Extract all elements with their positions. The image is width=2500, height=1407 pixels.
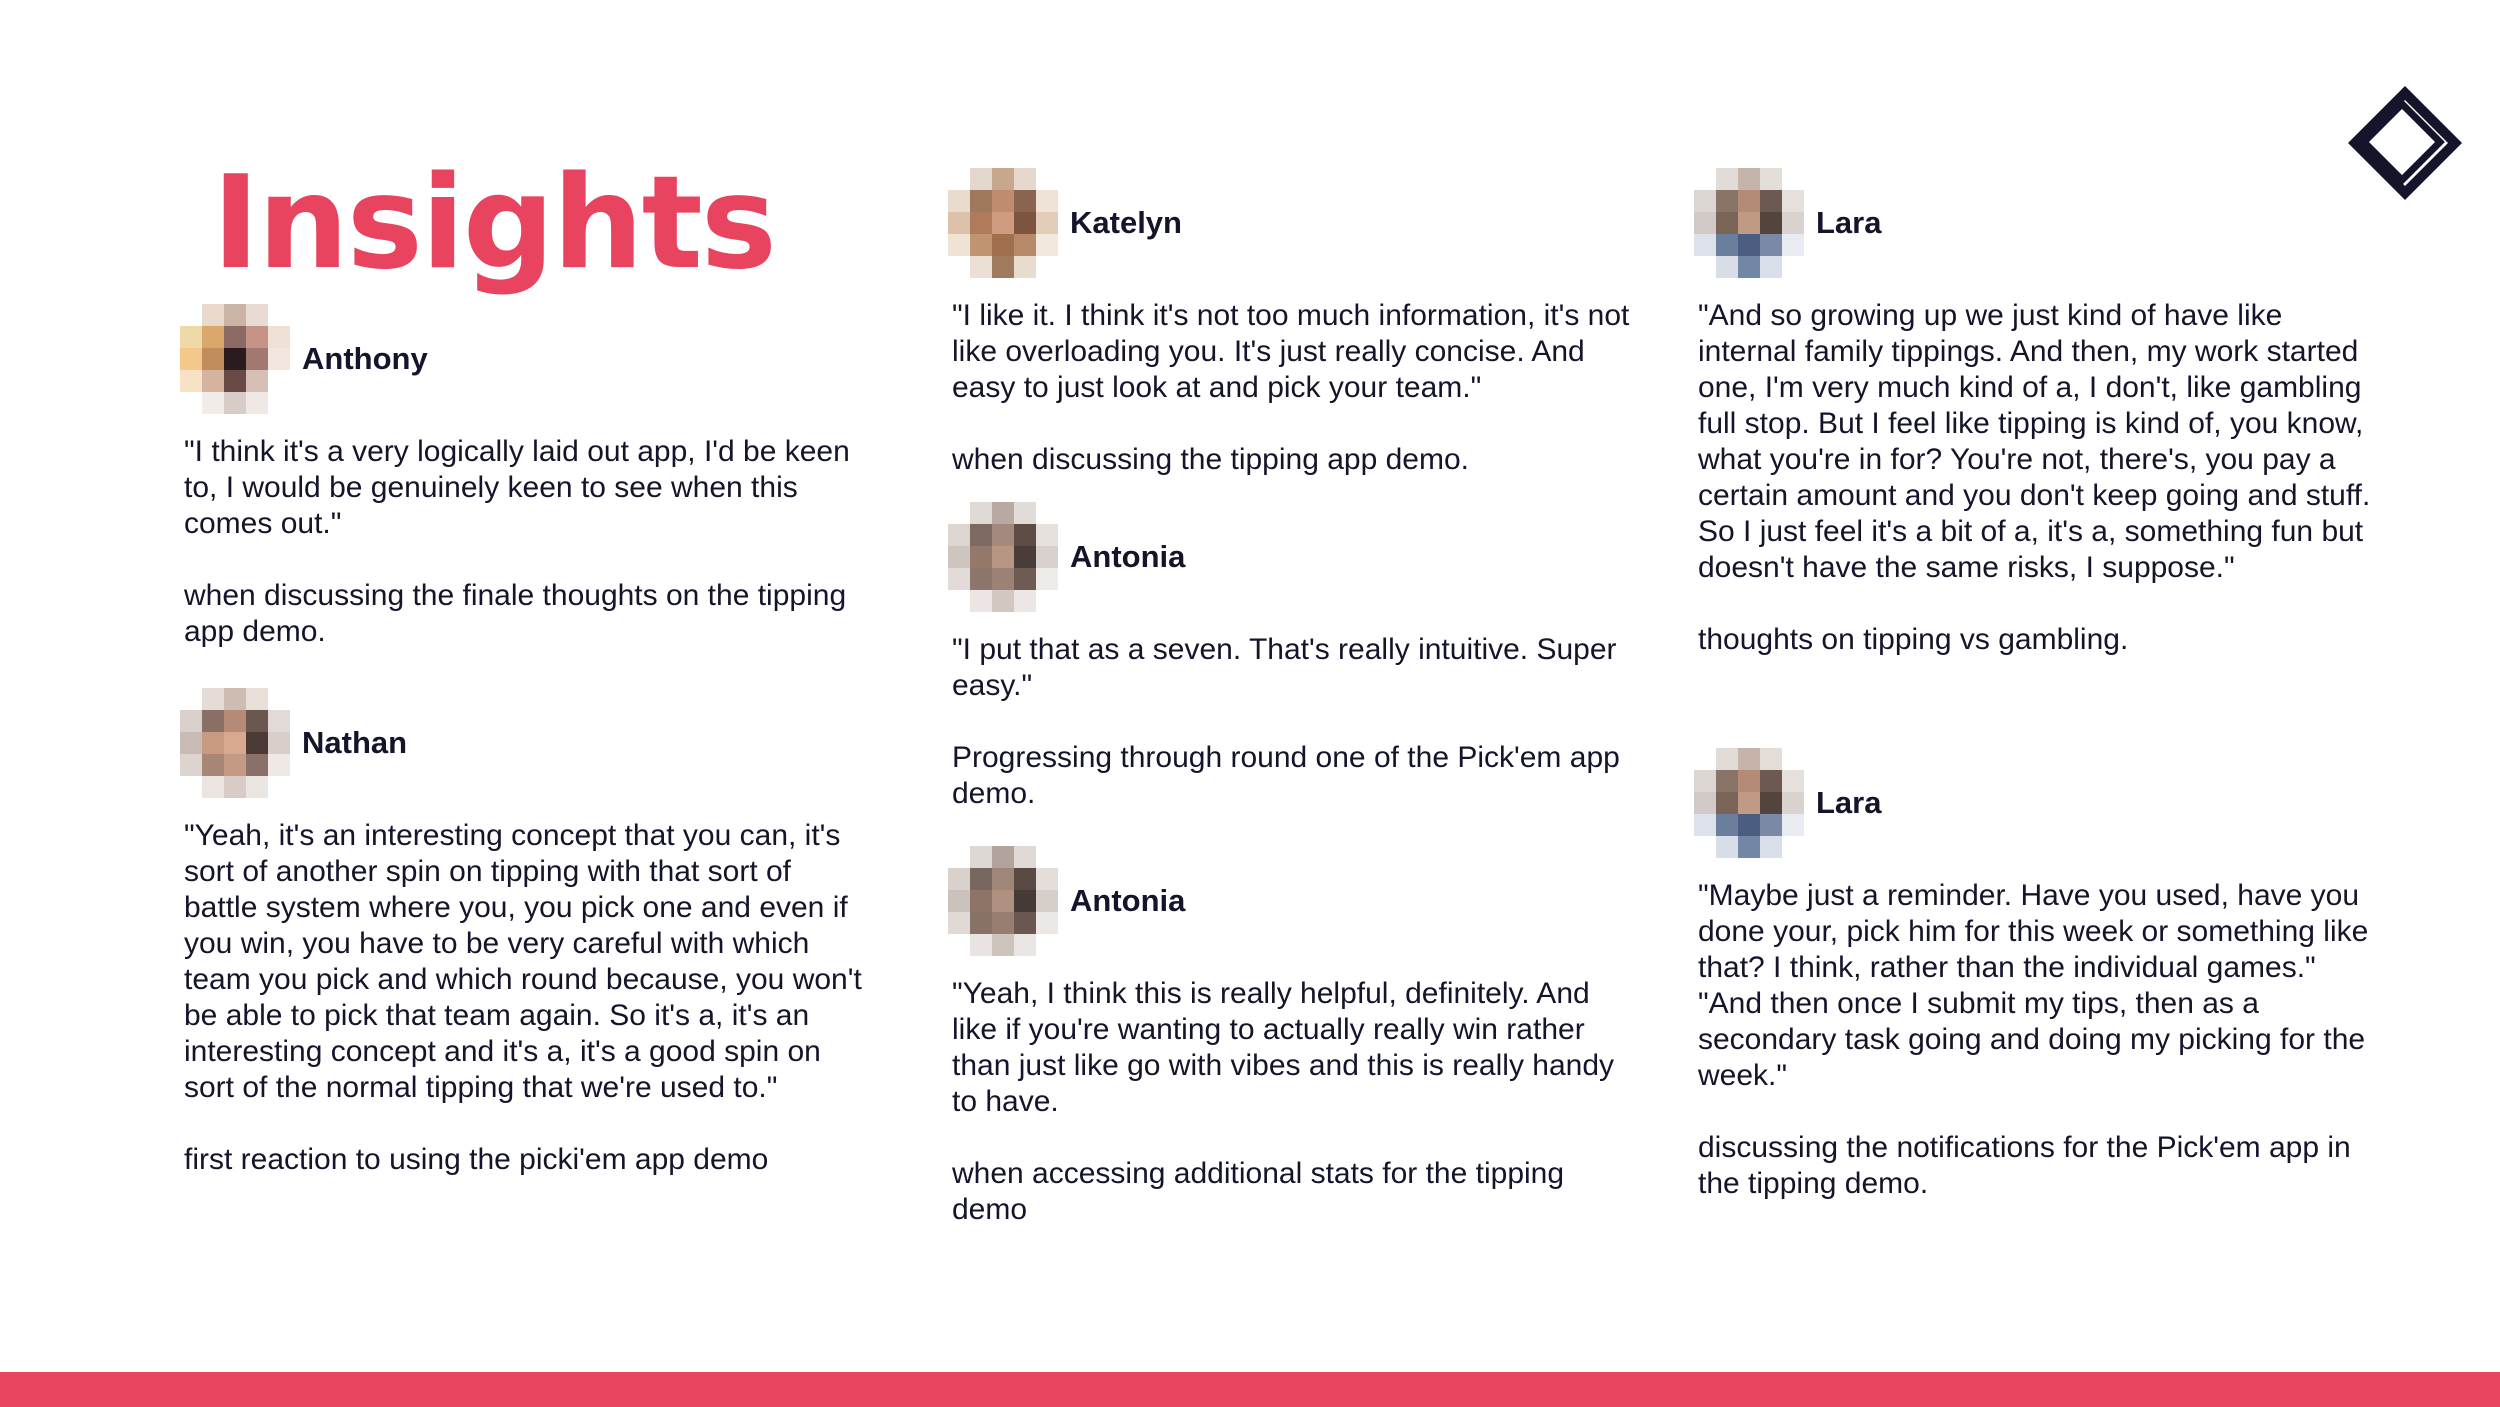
quote-text: "Maybe just a reminder. Have you used, have you done your, pick him for this week or something like that? I think, rather than the individual games." "And then once I submit my tips, then as a secondary task going and doing my picking for the week." bbox=[1698, 879, 2369, 1092]
quote-card-katelyn bbox=[948, 168, 1638, 478]
participant bbox=[180, 304, 870, 414]
bottom-accent-bar bbox=[0, 1372, 2500, 1407]
participant bbox=[948, 168, 1638, 278]
participant bbox=[948, 846, 1638, 956]
quote-text: "Yeah, it's an interesting concept that you can, it's sort of another spin on tipping with that sort of battle system where you, you pick one and even if you win, you have to be very careful with which team you pick and which round because, you won't be able to pick that team again. So it's a, it's an interesting concept and it's a, it's a good spin on sort of the normal tipping that we're used to." bbox=[184, 819, 862, 1104]
quote-context: thoughts on tipping vs gambling. bbox=[1698, 623, 2129, 656]
quote-card-lara-2 bbox=[1694, 748, 2384, 1202]
participant-name: Lara bbox=[1816, 785, 1882, 820]
quote-text: "I put that as a seven. That's really intuitive. Super easy." bbox=[952, 633, 1617, 702]
quote-card-nathan bbox=[180, 688, 870, 1178]
quote-context: when discussing the tipping app demo. bbox=[952, 443, 1470, 476]
quote-context: when discussing the finale thoughts on the tipping app demo. bbox=[184, 579, 847, 648]
participant-name: Lara bbox=[1816, 205, 1882, 240]
participant bbox=[1694, 748, 2384, 858]
avatar bbox=[948, 502, 1058, 612]
participant-name: Antonia bbox=[1070, 539, 1186, 574]
quote-context: first reaction to using the picki'em app demo bbox=[184, 1143, 769, 1176]
avatar bbox=[1694, 168, 1804, 278]
participant-name: Antonia bbox=[1070, 883, 1186, 918]
quote-card-antonia-1 bbox=[948, 502, 1638, 812]
avatar bbox=[180, 304, 290, 414]
quote-context: discussing the notifications for the Pick'em app in the tipping demo. bbox=[1698, 1131, 2351, 1200]
quote-context: Progressing through round one of the Pick'em app demo. bbox=[952, 741, 1620, 810]
participant bbox=[180, 688, 870, 798]
quote-card-lara-1 bbox=[1694, 168, 2384, 658]
participant-name: Nathan bbox=[302, 725, 408, 760]
participant-name: Anthony bbox=[302, 341, 428, 376]
participant bbox=[948, 502, 1638, 612]
participant-name: Katelyn bbox=[1070, 205, 1182, 240]
quote-text: "I like it. I think it's not too much information, it's not like overloading you. It's just really concise. And easy to just look at and pick your team." bbox=[952, 299, 1630, 404]
avatar bbox=[180, 688, 290, 798]
quote-card-anthony bbox=[180, 304, 870, 650]
quote-card-antonia-2 bbox=[948, 846, 1638, 1228]
quote-text: "I think it's a very logically laid out app, I'd be keen to, I would be genuinely keen to see when this comes out." bbox=[184, 435, 850, 540]
avatar bbox=[948, 168, 1058, 278]
quote-text: "And so growing up we just kind of have like internal family tippings. And then, my work started one, I'm very much kind of a, I don't, like gambling full stop. But I feel like tipping is kind of, you know, what you're in for? You're not, there's, you pay a certain amount and you don't keep going and stuff. So I just feel it's a bit of a, it's a, something fun but doesn't have the same risks, I suppose." bbox=[1698, 299, 2371, 584]
avatar bbox=[948, 846, 1058, 956]
page-title: Insights bbox=[212, 149, 775, 298]
quote-context: when accessing additional stats for the tipping demo bbox=[952, 1157, 1565, 1226]
quote-text: "Yeah, I think this is really helpful, definitely. And like if you're wanting to actually really win rather than just like go with vibes and this is really handy to have. bbox=[952, 977, 1615, 1118]
avatar bbox=[1694, 748, 1804, 858]
participant bbox=[1694, 168, 2384, 278]
